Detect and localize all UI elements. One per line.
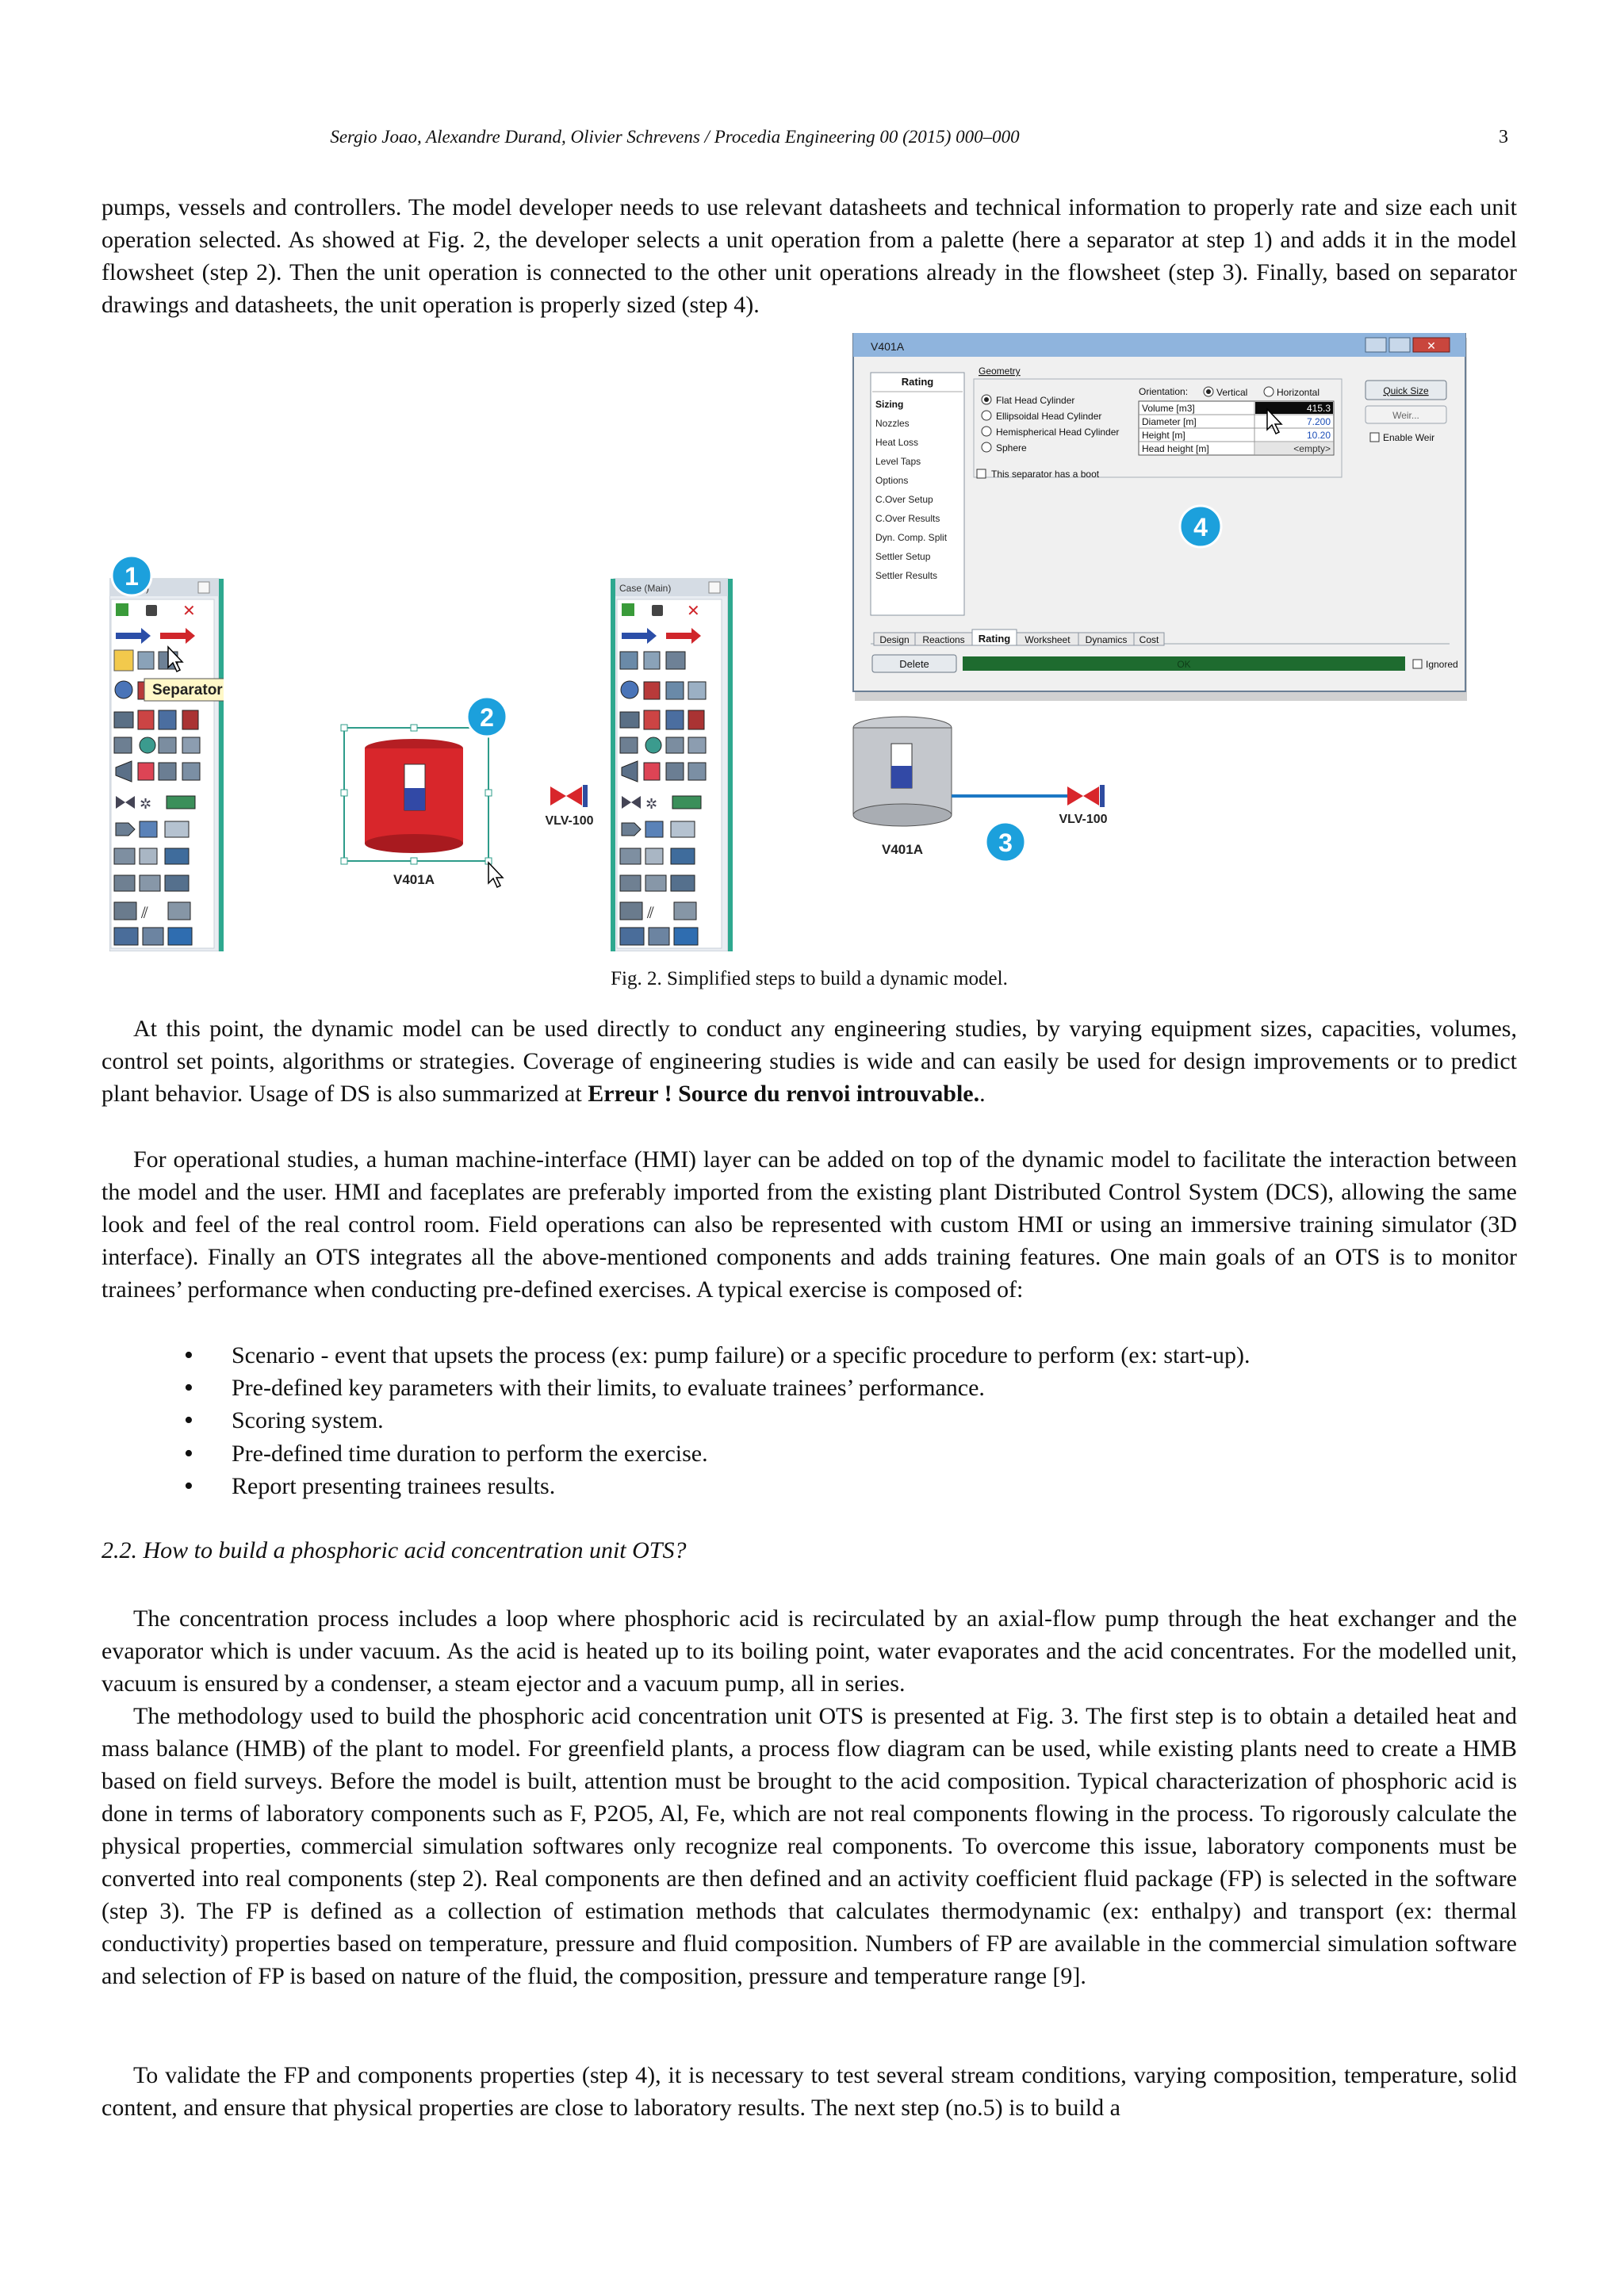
svg-text:⫽: ⫽ xyxy=(141,905,148,922)
page-options[interactable]: Options xyxy=(875,475,909,486)
enable-weir-checkbox[interactable] xyxy=(1370,433,1379,442)
page-dyn-comp-split[interactable]: Dyn. Comp. Split xyxy=(875,532,948,543)
step-2-badge xyxy=(467,697,507,737)
list-item: • Pre-defined key parameters with their limits, to evaluate trainees’ performance. xyxy=(102,1372,1517,1404)
intro-paragraph: pumps, vessels and controllers. The model developer needs to use relevant datasheets and technical information to properly rate and size each unit operation selected. As showed at Fig. 2, the developer selects a unit operation from a palette (here a separator at step 1) and adds it in the model flowsheet (step 2). Then the unit operation is connected to the other unit operations already in the flowsheet (step 3). Finally, based on separator drawings and datasheets, the unit operation is properly sized (step 4). xyxy=(102,194,1517,318)
rating-header: Rating xyxy=(901,376,934,388)
enable-weir-label: Enable Weir xyxy=(1383,432,1435,443)
list-item: • Report presenting trainees results. xyxy=(102,1470,1517,1502)
vessel-label: V401A xyxy=(393,872,435,887)
valve-label: VLV-100 xyxy=(545,814,594,828)
exercise-list xyxy=(102,1339,1517,1502)
field-height-label: Height [m] xyxy=(1142,430,1185,441)
add-icon[interactable] xyxy=(622,603,634,616)
cursor-icon xyxy=(488,863,503,887)
page-sizing[interactable]: Sizing xyxy=(875,399,904,410)
page-nozzles[interactable]: Nozzles xyxy=(875,418,910,429)
running-head: Sergio Joao, Alexandre Durand, Olivier Schrevens / Procedia Engineering 00 (2015) 000–000 xyxy=(330,127,1020,147)
field-head-height-value[interactable]: <empty> xyxy=(1293,443,1331,454)
paragraph-validation: To validate the FP and components properties (step 4), it is necessary to test several stream conditions, varying composition, temperature, solid content, and ensure that physical properties are close to laboratory results. The next step (no.5) is to build a xyxy=(102,2062,1517,2121)
field-volume-value[interactable]: 415.3 xyxy=(1306,403,1331,414)
separator-dialog xyxy=(853,333,1467,701)
broken-reference: Erreur ! Source du renvoi introuvable. xyxy=(588,1081,980,1107)
page-heat-loss[interactable]: Heat Loss xyxy=(875,437,919,448)
tab-reactions[interactable]: Reactions xyxy=(922,634,965,645)
flowsheet-step-2 xyxy=(224,579,594,951)
head-ellipsoidal[interactable]: Ellipsoidal Head Cylinder xyxy=(996,411,1102,422)
left-palette-panel xyxy=(109,579,243,951)
step-3-badge xyxy=(986,822,1025,862)
svg-text:⫽: ⫽ xyxy=(647,905,654,922)
valve-icon[interactable] xyxy=(550,786,582,806)
field-height-value[interactable]: 10.20 xyxy=(1306,430,1331,441)
page-settler-setup[interactable]: Settler Setup xyxy=(875,551,931,562)
minimize-button[interactable] xyxy=(1365,338,1386,352)
page-number: 3 xyxy=(1499,127,1508,147)
add-icon[interactable] xyxy=(116,603,128,616)
vessel-label: V401A xyxy=(882,842,923,857)
maximize-button[interactable] xyxy=(1389,338,1410,352)
close-icon[interactable]: ✕ xyxy=(182,603,196,620)
orientation-horizontal[interactable]: Horizontal xyxy=(1277,387,1320,398)
step-1-badge xyxy=(112,556,151,595)
tab-cost[interactable]: Cost xyxy=(1139,634,1159,645)
list-item: • Pre-defined time duration to perform the exercise. xyxy=(102,1437,1517,1470)
separator-tooltip: Separator xyxy=(152,682,223,698)
head-flat[interactable]: Flat Head Cylinder xyxy=(996,395,1075,406)
tab-rating[interactable]: Rating xyxy=(978,633,1011,645)
head-sphere[interactable]: Sphere xyxy=(996,442,1027,453)
right-panel-title: Case (Main) xyxy=(619,583,672,594)
svg-text:2: 2 xyxy=(480,703,494,732)
page-settler-results[interactable]: Settler Results xyxy=(875,570,938,581)
svg-text:1: 1 xyxy=(124,562,139,591)
boot-checkbox[interactable] xyxy=(977,469,986,478)
field-diameter-value[interactable]: 7.200 xyxy=(1306,416,1331,427)
page-cover-results[interactable]: C.Over Results xyxy=(875,513,940,524)
lock-icon[interactable] xyxy=(146,605,157,616)
figure-2 xyxy=(109,333,1467,951)
close-icon[interactable]: ✕ xyxy=(687,603,700,620)
list-item: • Scenario - event that upsets the process (ex: pump failure) or a specific procedure to perform (ex: start-up). xyxy=(102,1339,1517,1372)
svg-text:Weir...: Weir... xyxy=(1392,410,1419,421)
valve-label: VLV-100 xyxy=(1059,813,1108,826)
status-text: OK xyxy=(1177,659,1191,670)
boot-label: This separator has a boot xyxy=(991,469,1100,480)
tab-design[interactable]: Design xyxy=(879,634,910,645)
list-item: • Scoring system. xyxy=(102,1404,1517,1437)
svg-text:3: 3 xyxy=(998,828,1013,857)
paragraph-operational-studies: For operational studies, a human machine-interface (HMI) layer can be added on top of the dynamic model to facilitate the interaction between the model and the user. HMI and faceplates are preferably imported from the existing plant Distributed Control System (DCS), allowing the same look and feel of the real control room. Field operations can also be represented with custom HMI or using an immersive training simulator (3D interface). Finally an OTS integrates all the above-mentioned components and adds training features. One main goals of an OTS is to monitor trainees’ performance when conducting pre-defined exercises. A typical exercise is composed of: xyxy=(102,1146,1517,1303)
svg-text:✕: ✕ xyxy=(1427,339,1436,352)
svg-text:Delete: Delete xyxy=(899,658,929,670)
dialog-title: V401A xyxy=(871,340,905,353)
figure-caption: Fig. 2. Simplified steps to build a dynamic model. xyxy=(611,968,1008,989)
field-volume-label: Volume [m3] xyxy=(1142,403,1195,414)
orientation-label: Orientation: xyxy=(1139,386,1189,397)
svg-text:✲: ✲ xyxy=(645,796,658,812)
right-palette-panel xyxy=(611,579,733,951)
orientation-vertical[interactable]: Vertical xyxy=(1216,387,1248,398)
geometry-label: Geometry xyxy=(979,365,1021,377)
ignored-checkbox[interactable] xyxy=(1413,660,1422,668)
field-head-height-label: Head height [m] xyxy=(1142,443,1209,454)
paragraph-engineering-studies: At this point, the dynamic model can be used directly to conduct any engineering studies, by varying equipment sizes, capacities, volumes, control set points, algorithms or strategies. Coverage of engineering studies is wide and can easily be used for design improvements or to predict plant behavior. Usage of DS is also summarized at Erreur ! Source du renvoi introuvable.. xyxy=(102,1016,1517,1107)
page-level-taps[interactable]: Level Taps xyxy=(875,456,921,467)
section-heading: 2.2. How to build a phosphoric acid concentration unit OTS? xyxy=(102,1537,687,1563)
ignored-label: Ignored xyxy=(1426,659,1458,670)
lock-icon[interactable] xyxy=(652,605,663,616)
head-hemispherical[interactable]: Hemispherical Head Cylinder xyxy=(996,427,1120,438)
tab-dynamics[interactable]: Dynamics xyxy=(1085,634,1128,645)
svg-text:4: 4 xyxy=(1193,513,1208,541)
field-diameter-label: Diameter [m] xyxy=(1142,416,1197,427)
tab-worksheet[interactable]: Worksheet xyxy=(1025,634,1071,645)
svg-text:Quick Size: Quick Size xyxy=(1383,385,1429,396)
paragraph-concentration-process: The concentration process includes a loop where phosphoric acid is recirculated by an axial-flow pump through the heat exchanger and the evaporator which is under vacuum. As the acid is heated up to its boiling point, water evaporates and the acid concentrates. For the modelled unit, vacuum is ensured by a condenser, a steam ejector and a vacuum pump, all in series. xyxy=(102,1605,1517,1697)
page-cover-setup[interactable]: C.Over Setup xyxy=(875,494,933,505)
paragraph-methodology: The methodology used to build the phosphoric acid concentration unit OTS is presented at Fig. 3. The first step is to obtain a detailed heat and mass balance (HMB) of the plant to model. For greenfield plants, a process flow diagram can be used, while existing plants need to create a HMB based on field surveys. Before the model is built, attention must be brought to the acid composition. Typical characterization of phosphoric acid is done in terms of laboratory components such as F, P2O5, Al, Fe, which are not real components flowing in the process. To rigorously calculate the physical properties, commercial simulation softwares only recognize real components. To overcome this issue, laboratory components must be converted into real components (step 2). Real components are then defined and an activity coefficient fluid package (FP) is selected in the software (step 3). The FP is defined as a collection of estimation methods that calculates thermodynamic (ex: enthalpy) and transport (ex: thermal conductivity) properties based on temperature, pressure and fluid composition. Numbers of FP are available in the commercial simulation software and selection of FP is based on nature of the fluid, the composition, pressure and temperature range [9]. xyxy=(102,1703,1517,1989)
svg-text:✲: ✲ xyxy=(140,796,152,812)
step-4-badge xyxy=(1180,506,1221,547)
